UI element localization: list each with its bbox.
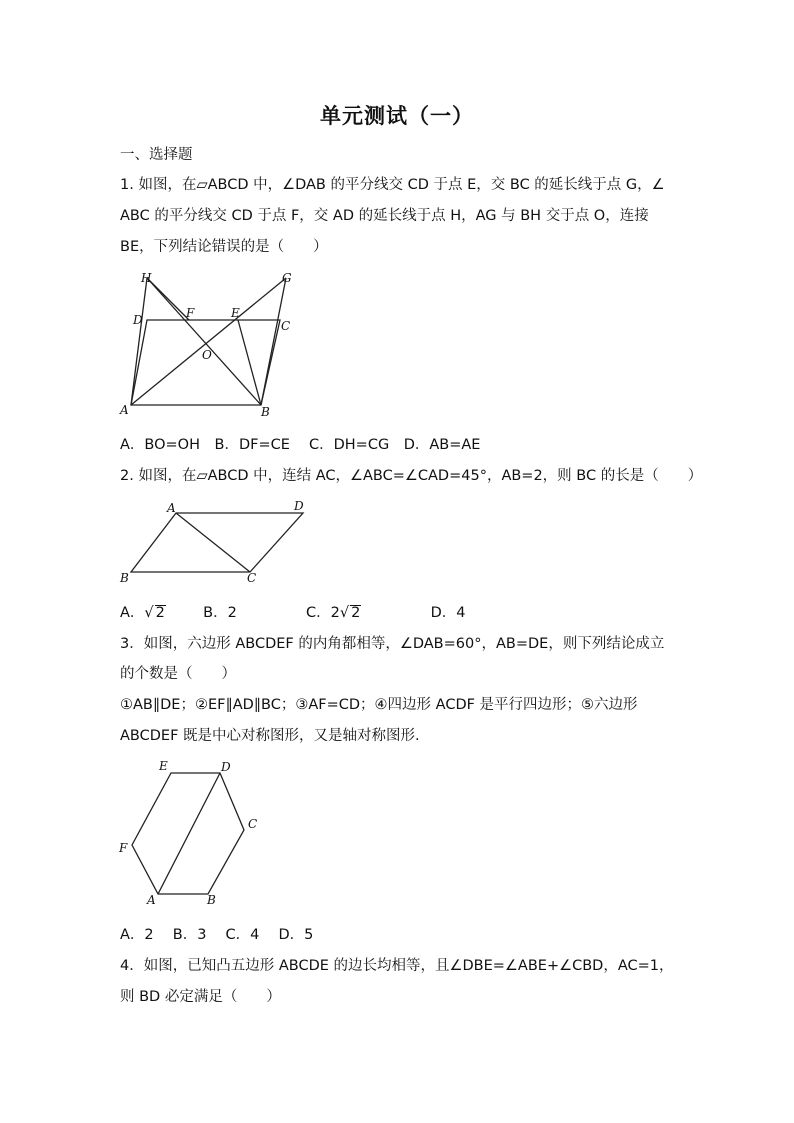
q1-label-a: A (120, 403, 129, 417)
q1-label-h: H (141, 271, 152, 285)
q3-label-e: E (159, 759, 168, 773)
q2-option-d: D．4 (430, 605, 466, 621)
q1-label-f: F (186, 306, 195, 320)
q4-text-line-2: 则 BD 必定满足（ ） (120, 989, 281, 1005)
q1-label-d: D (133, 313, 143, 327)
q3-label-c: C (248, 817, 258, 831)
q3-label-a: A (147, 893, 156, 907)
q3-label-b: B (207, 893, 216, 907)
q1-label-c: C (281, 319, 291, 333)
q3-text-line-3: ①AB∥DE；②EF∥AD∥BC；③AF=CD；④四边形 ACDF 是平行四边形；⑤六边形 (120, 697, 638, 713)
q3-hexagon (132, 773, 244, 894)
q3-label-d: D (221, 760, 231, 774)
q2-label-c: C (247, 571, 257, 585)
q2-text-line-1: 2. 如图，在▱ABCD 中，连结 AC，∠ABC=∠CAD=45°，AB=2，则 BC 的长是（ ） (120, 468, 703, 484)
q1-label-o: O (202, 348, 212, 362)
q1-options: A．BO=OH B．DF=CE C．DH=CG D．AB=AE (120, 437, 481, 453)
q2-parallelogram (131, 513, 303, 572)
q2-option-c: C．2√ 2 (306, 605, 361, 621)
q2-label-b: B (120, 571, 129, 585)
section-heading: 一、选择题 (120, 147, 193, 163)
q2-figure (110, 496, 320, 591)
q3-diagonal-ad (158, 773, 220, 894)
q1-label-g: G (282, 271, 292, 285)
q3-text-line-2: 的个数是（ ） (120, 666, 236, 682)
q1-line-bg (261, 278, 286, 405)
q1-label-b: B (261, 405, 270, 419)
q3-options: A．2 B．3 C．4 D．5 (120, 927, 314, 943)
q2-option-a: A．√ 2 (120, 605, 165, 621)
q1-label-e: E (231, 306, 240, 320)
q1-text-line-3: BE，下列结论错误的是（ ） (120, 239, 328, 255)
q1-line-ah (131, 278, 147, 405)
q1-line-ag (131, 278, 286, 405)
q4-text-line-1: 4．如图，已知凸五边形 ABCDE 的边长均相等，且∠DBE=∠ABE+∠CBD，AC=1， (120, 958, 674, 974)
q3-text-line-1: 3．如图，六边形 ABCDEF 的内角都相等，∠DAB=60°，AB=DE，则下列结论成立 (120, 636, 665, 652)
q3-label-f: F (119, 841, 128, 855)
q1-text-line-2: ABC 的平分线交 CD 于点 F，交 AD 的延长线于点 H，AG 与 BH 交于点 O，连接 (120, 208, 649, 224)
q2-option-b: B．2 (203, 605, 237, 621)
q1-text-line-1: 1. 如图，在▱ABCD 中，∠DAB 的平分线交 CD 于点 E，交 BC 的延长线于点 G，∠ (120, 177, 665, 193)
q3-figure (110, 757, 270, 912)
q3-text-line-4: ABCDEF 既是中心对称图形，又是轴对称图形. (120, 728, 420, 744)
q2-label-d: D (294, 499, 304, 513)
q2-diagonal-ac (176, 513, 250, 572)
q1-figure (110, 262, 310, 427)
q1-line-hf (147, 278, 189, 320)
q2-options (120, 603, 680, 623)
q2-label-a: A (167, 501, 176, 515)
page-title: 单元测试（一） (320, 104, 474, 128)
